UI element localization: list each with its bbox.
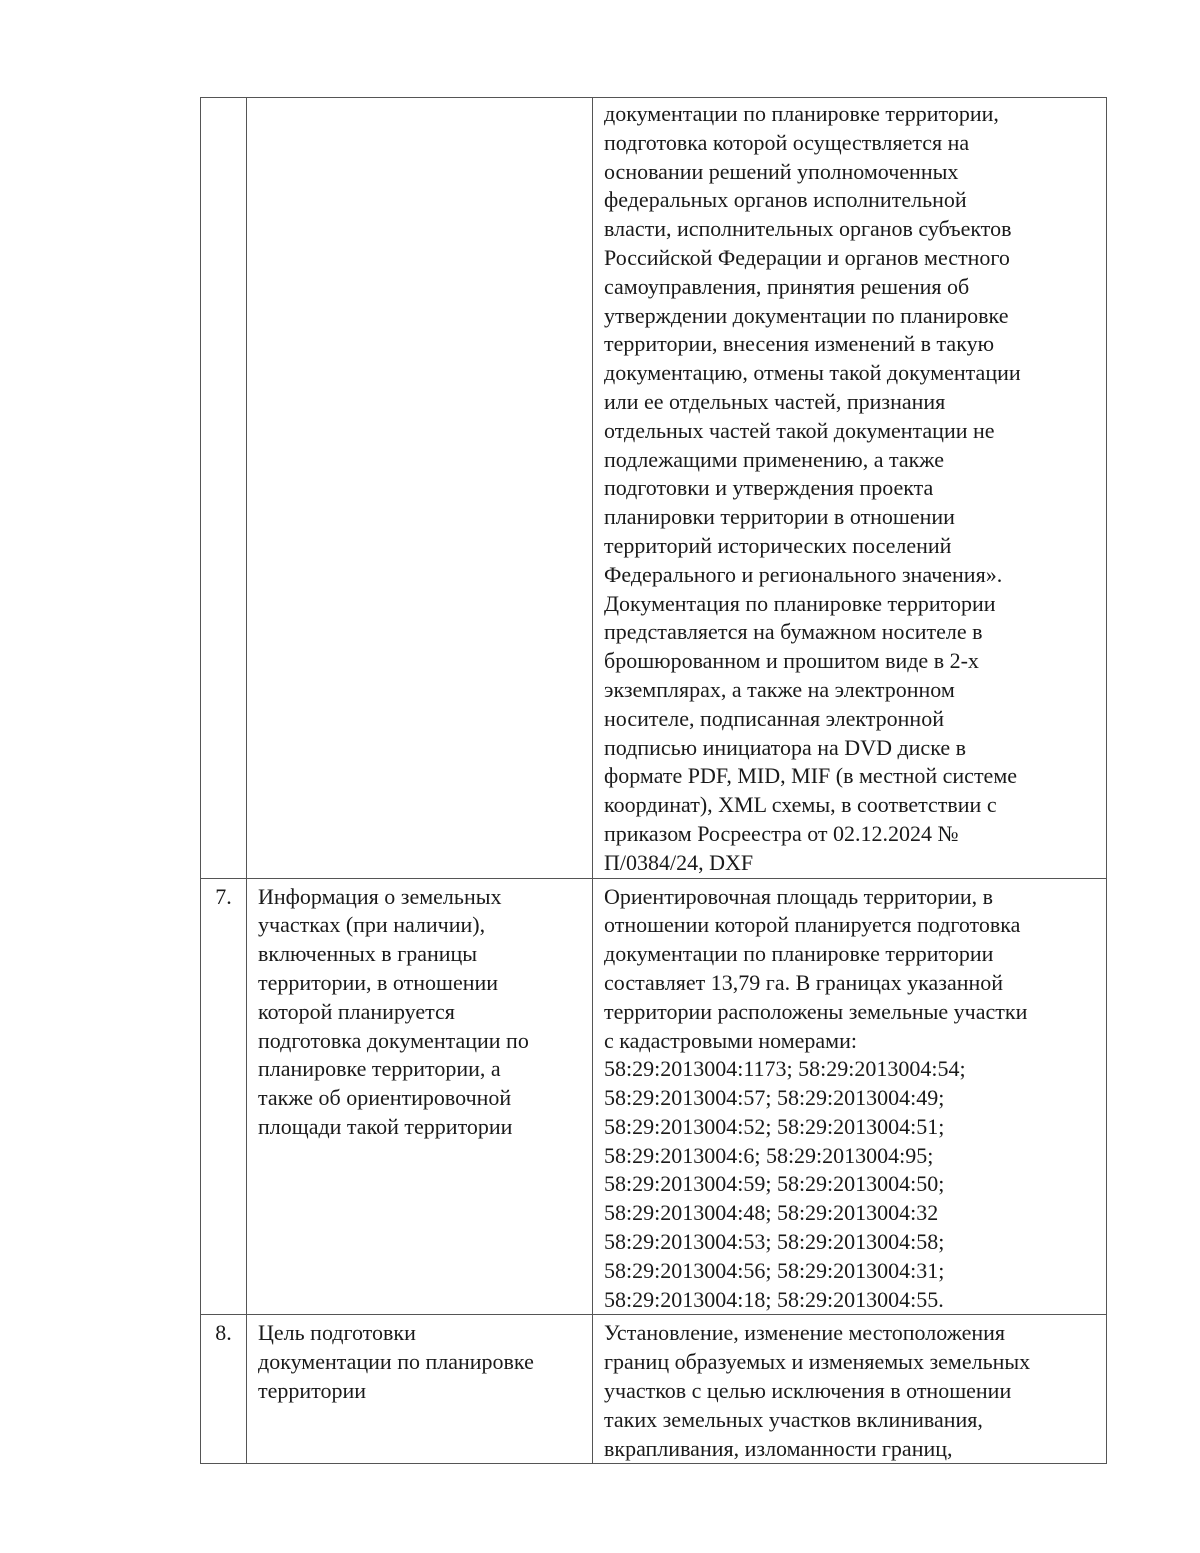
row-value-line: экземплярах, а также на электронном — [604, 676, 955, 702]
row-value-line: федеральных органов исполнительной — [604, 187, 967, 213]
row-value-line: 58:29:2013004:53; 58:29:2013004:58; — [604, 1229, 945, 1255]
row-value-line: планировки территории в отношении — [604, 504, 955, 530]
row-value-line: Российской Федерации и органов местного — [604, 244, 1010, 270]
row-number: 8. — [215, 1320, 232, 1346]
row-value-cell — [593, 878, 1107, 1315]
row-value-line: 58:29:2013004:56; 58:29:2013004:31; — [604, 1257, 945, 1283]
document-table — [200, 97, 1107, 1464]
row-value-line: границ образуемых и изменяемых земельных — [604, 1349, 1031, 1375]
row-value-line: таких земельных участков вклинивания, — [604, 1406, 983, 1432]
row-value-line: утверждении документации по планировке — [604, 302, 1009, 328]
row-value-line: или ее отдельных частей, признания — [604, 388, 946, 414]
row-number-cell — [201, 1315, 247, 1464]
row-value-cell — [593, 98, 1107, 879]
row-value-line: документации по планировке территории, — [604, 101, 999, 126]
table-row — [201, 878, 1107, 1315]
row-label-line: документации по планировке — [258, 1349, 534, 1375]
row-value-line: основании решений уполномоченных — [604, 158, 959, 184]
row-value-line: с кадастровыми номерами: — [604, 1027, 857, 1053]
row-value-line: власти, исполнительных органов субъектов — [604, 216, 1012, 242]
row-number-cell — [201, 98, 247, 879]
row-value-line: документации по планировке территории — [604, 941, 994, 967]
row-label-cell — [247, 878, 593, 1315]
row-value-line: 58:29:2013004:1173; 58:29:2013004:54; — [604, 1056, 966, 1082]
row-value-line: территории, внесения изменений в такую — [604, 331, 995, 357]
row-value-line: 58:29:2013004:18; 58:29:2013004:55. — [604, 1286, 944, 1312]
row-value-line: подготовка которой осуществляется на — [604, 129, 970, 155]
row-label-line: планировке территории, а — [258, 1056, 501, 1082]
row-value-line: отношении которой планируется подготовка — [604, 912, 1021, 938]
row-label-cell — [247, 98, 593, 879]
row-value-line: П/0384/24, DXF — [604, 849, 754, 875]
row-value-line: подлежащими применению, а также — [604, 446, 944, 472]
row-label-line: участках (при наличии), — [258, 912, 486, 938]
row-label-line: подготовка документации по — [258, 1027, 529, 1053]
row-value-line: носителе, подписанная электронной — [604, 705, 944, 731]
row-value-line: составляет 13,79 га. В границах указанной — [604, 969, 1004, 995]
table-body — [201, 98, 1107, 1464]
table-row — [201, 1315, 1107, 1464]
row-value-line: 58:29:2013004:57; 58:29:2013004:49; — [604, 1085, 945, 1111]
row-value-line: Федерального и регионального значения». — [604, 561, 1003, 587]
row-value-line: 58:29:2013004:48; 58:29:2013004:32 — [604, 1200, 939, 1226]
row-value-line: 58:29:2013004:6; 58:29:2013004:95; — [604, 1142, 934, 1168]
row-number: 7. — [215, 883, 232, 909]
row-value-line: брошюрованном и прошитом виде в 2-х — [604, 648, 979, 674]
row-value-line: территорий исторических поселений — [604, 532, 952, 558]
row-value-line: представляется на бумажном носителе в — [604, 619, 983, 645]
row-label-line: площади такой территории — [258, 1113, 513, 1139]
row-value-line: приказом Росреестра от 02.12.2024 № — [604, 820, 959, 846]
row-label-line: территории — [258, 1378, 367, 1404]
row-label-line: Цель подготовки — [258, 1320, 416, 1346]
row-label-line: Информация о земельных — [258, 883, 502, 909]
row-label-line: территории, в отношении — [258, 969, 499, 995]
row-value-line: отдельных частей такой документации не — [604, 417, 995, 443]
row-value-line: 58:29:2013004:59; 58:29:2013004:50; — [604, 1171, 945, 1197]
row-value-line: формате PDF, MID, MIF (в местной системе — [604, 763, 1018, 789]
row-value-line: вкрапливания, изломанности границ, — [604, 1435, 953, 1461]
row-label-line: включенных в границы — [258, 941, 478, 967]
row-value-line: 58:29:2013004:52; 58:29:2013004:51; — [604, 1113, 945, 1139]
row-label-cell — [247, 1315, 593, 1464]
row-value-line: координат), XML схемы, в соответствии с — [604, 792, 997, 818]
row-label-line: также об ориентировочной — [258, 1085, 512, 1111]
row-value-line: Ориентировочная площадь территории, в — [604, 883, 994, 909]
table-row — [201, 98, 1107, 879]
row-number-cell — [201, 878, 247, 1315]
row-value-line: подписью инициатора на DVD диске в — [604, 734, 966, 760]
row-value-line: самоуправления, принятия решения об — [604, 273, 970, 299]
row-value-line: Установление, изменение местоположения — [604, 1320, 1006, 1346]
row-value-line: Документация по планировке территории — [604, 590, 996, 616]
row-value-line: территории расположены земельные участки — [604, 998, 1028, 1024]
row-value-cell — [593, 1315, 1107, 1464]
row-value-line: участков с целью исключения в отношении — [604, 1378, 1012, 1404]
row-label-line: которой планируется — [258, 998, 455, 1024]
row-value-line: подготовки и утверждения проекта — [604, 475, 934, 501]
row-value-line: документацию, отмены такой документации — [604, 360, 1021, 386]
